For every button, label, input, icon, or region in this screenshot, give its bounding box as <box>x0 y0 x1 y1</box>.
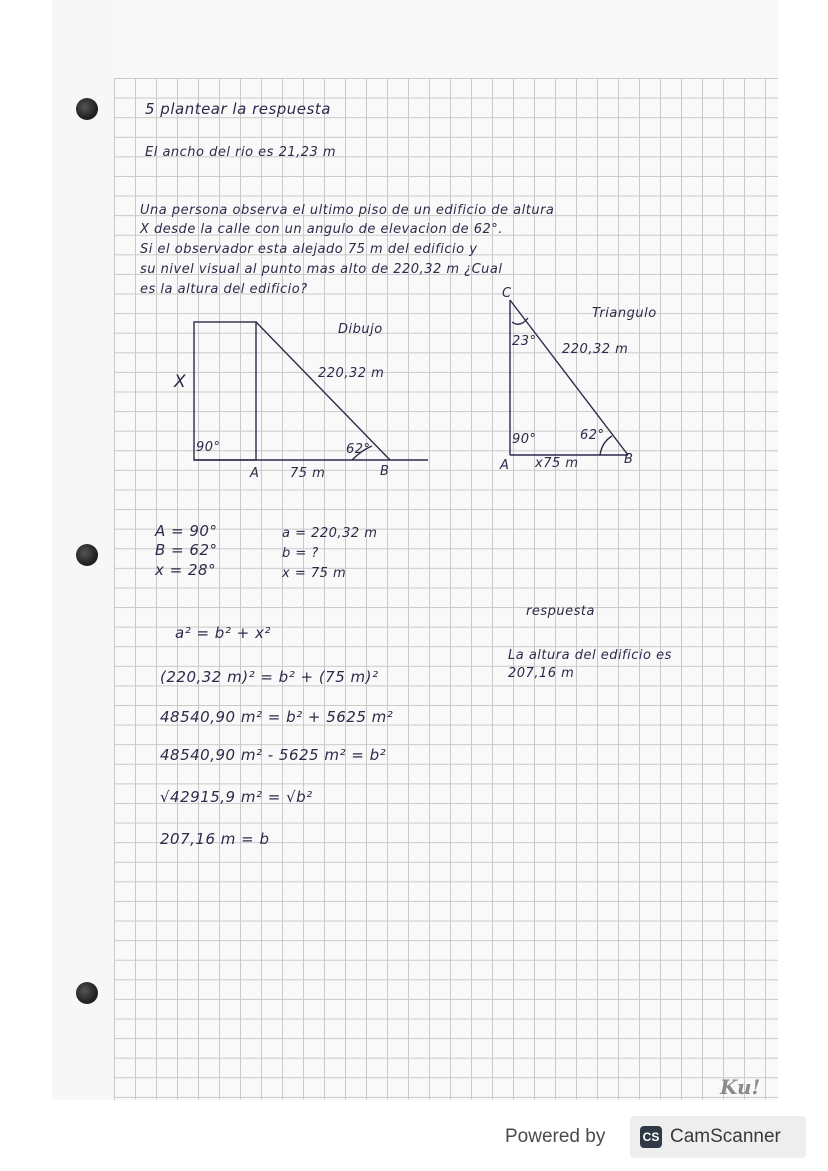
building-sketch <box>194 322 428 460</box>
problem-line: Si el observador esta alejado 75 m del edificio y <box>140 242 478 257</box>
problem-line: es la altura del edificio? <box>140 282 308 297</box>
height-x-label: X <box>174 372 187 392</box>
previous-answer: El ancho del rio es 21,23 m <box>145 145 337 160</box>
right-angle-label: 90° <box>196 440 221 455</box>
top-angle-label: 23° <box>512 334 537 349</box>
triangle-vertex-b: B <box>624 452 634 467</box>
triangle-base: x75 m <box>535 456 579 471</box>
camscanner-badge <box>630 1116 806 1158</box>
powered-by-text: Powered by <box>505 1126 606 1147</box>
scanner-watermark-mark: Ku! <box>720 1075 761 1099</box>
work-step: √42915,9 m² = √b² <box>160 788 313 806</box>
triangle-angle: 62° <box>580 428 605 443</box>
drawing-label: Dibujo <box>338 322 383 337</box>
work-step: a² = b² + x² <box>175 624 271 642</box>
work-step: 48540,90 m² - 5625 m² = b² <box>160 746 387 764</box>
answer-line: 207,16 m <box>508 666 575 681</box>
triangle-vertex-a: A <box>500 458 510 473</box>
problem-line: Una persona observa el ultimo piso de un edificio de altura <box>140 203 555 218</box>
triangle-label: Triangulo <box>592 306 657 321</box>
answer-line: La altura del edificio es <box>508 648 672 663</box>
step-heading: 5 plantear la respuesta <box>145 100 331 118</box>
problem-line: X desde la calle con un angulo de elevacion de 62°. <box>140 222 503 237</box>
work-step: (220,32 m)² = b² + (75 m)² <box>160 668 379 686</box>
camscanner-brand: CamScanner <box>670 1126 781 1147</box>
given-right: a = 220,32 m <box>282 526 378 541</box>
triangle-hypotenuse: 220,32 m <box>562 342 629 357</box>
base-length: 75 m <box>290 466 326 481</box>
camscanner-logo-icon: CS <box>640 1126 662 1148</box>
problem-line: su nivel visual al punto mas alto de 220,32 m ¿Cual <box>140 262 503 277</box>
work-step: 207,16 m = b <box>160 830 270 848</box>
given-right: b = ? <box>282 546 319 561</box>
given-left: B = 62° <box>155 541 218 559</box>
given-right: x = 75 m <box>282 566 347 581</box>
vertex-a: A <box>250 466 260 481</box>
answer-title: respuesta <box>526 604 595 619</box>
given-left: A = 90° <box>155 522 218 540</box>
vertex-c: C <box>502 286 512 301</box>
given-left: x = 28° <box>155 561 217 579</box>
work-step: 48540,90 m² = b² + 5625 m² <box>160 708 394 726</box>
triangle-right-angle: 90° <box>512 432 537 447</box>
hypotenuse-label: 220,32 m <box>318 366 385 381</box>
angle-label: 62° <box>346 442 371 457</box>
vertex-b: B <box>380 464 390 479</box>
